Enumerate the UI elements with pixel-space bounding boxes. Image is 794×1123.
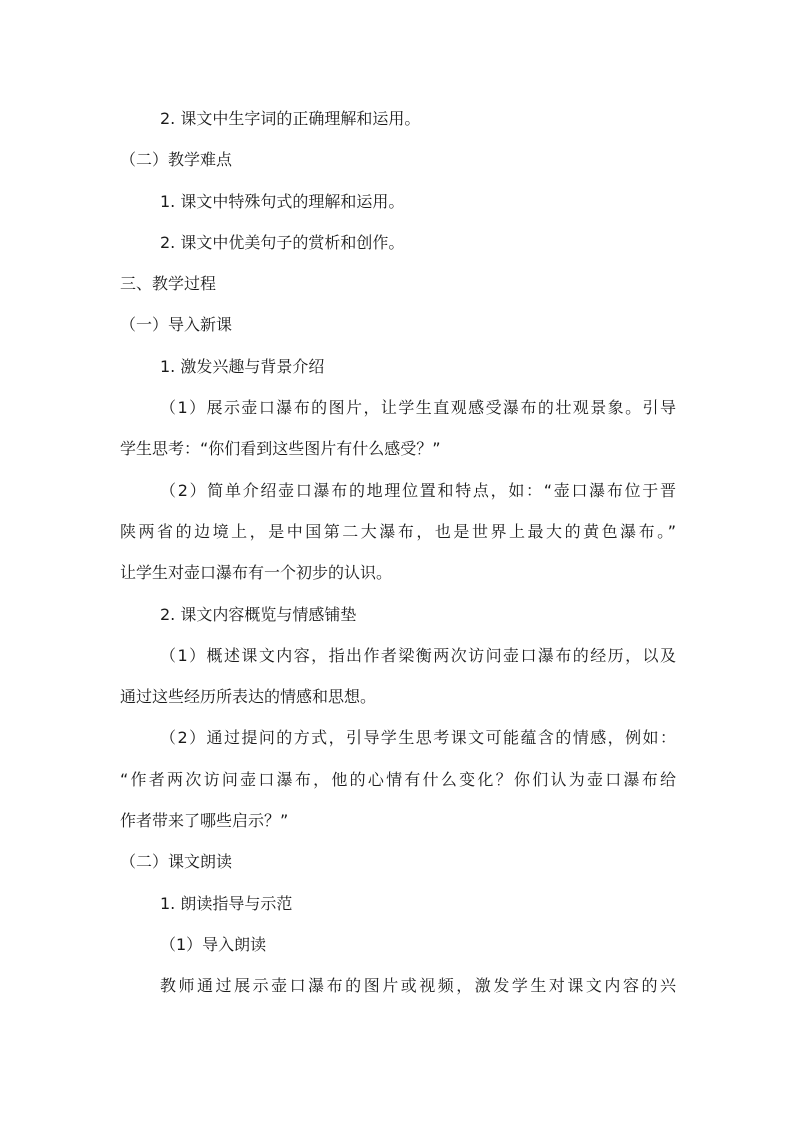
list-item: 1. 朗读指导与示范 — [160, 893, 293, 913]
list-item: 1. 激发兴趣与背景介绍 — [160, 356, 325, 376]
list-item: 2. 课文内容概览与情感铺垫 — [160, 604, 357, 624]
section-heading: （一）导入新课 — [120, 315, 233, 335]
paragraph-line: “作者两次访问壶口瀑布，他的心情有什么变化？你们认为壶口瀑布给 — [120, 769, 676, 789]
list-item: 2. 课文中优美句子的赏析和创作。 — [160, 232, 405, 252]
list-item: 2. 课文中生字词的正确理解和运用。 — [160, 109, 421, 128]
document-body — [120, 98, 676, 1007]
paragraph-line: 通过这些经历所表达的情感和思想。 — [120, 687, 377, 707]
paragraph-line: （2）通过提问的方式，引导学生思考课文可能蕴含的情感，例如： — [160, 728, 676, 748]
paragraph-line: （2）简单介绍壶口瀑布的地理位置和特点，如：“壶口瀑布位于晋 — [160, 480, 676, 500]
list-item: 1. 课文中特殊句式的理解和运用。 — [160, 191, 405, 211]
section-heading: （二）教学难点 — [120, 150, 233, 170]
paragraph-line: （1）概述课文内容，指出作者梁衡两次访问壶口瀑布的经历，以及 — [160, 645, 676, 665]
section-heading: （二）课文朗读 — [120, 852, 233, 872]
paragraph-line: 让学生对壶口瀑布有一个初步的认识。 — [120, 563, 393, 583]
paragraph-line: 教师通过展示壶口瀑布的图片或视频，激发学生对课文内容的兴 — [160, 976, 676, 996]
paragraph-line: （1）展示壶口瀑布的图片，让学生直观感受瀑布的壮观景象。引导 — [160, 398, 676, 418]
paragraph-line: 学生思考：“你们看到这些图片有什么感受？” — [120, 439, 441, 459]
paragraph-line: 陕两省的边境上，是中国第二大瀑布，也是世界上最大的黄色瀑布。” — [120, 521, 676, 541]
list-item: （1）导入朗读 — [160, 934, 267, 954]
paragraph-line: 作者带来了哪些启示？” — [120, 811, 289, 831]
section-heading: 三、教学过程 — [120, 274, 217, 294]
